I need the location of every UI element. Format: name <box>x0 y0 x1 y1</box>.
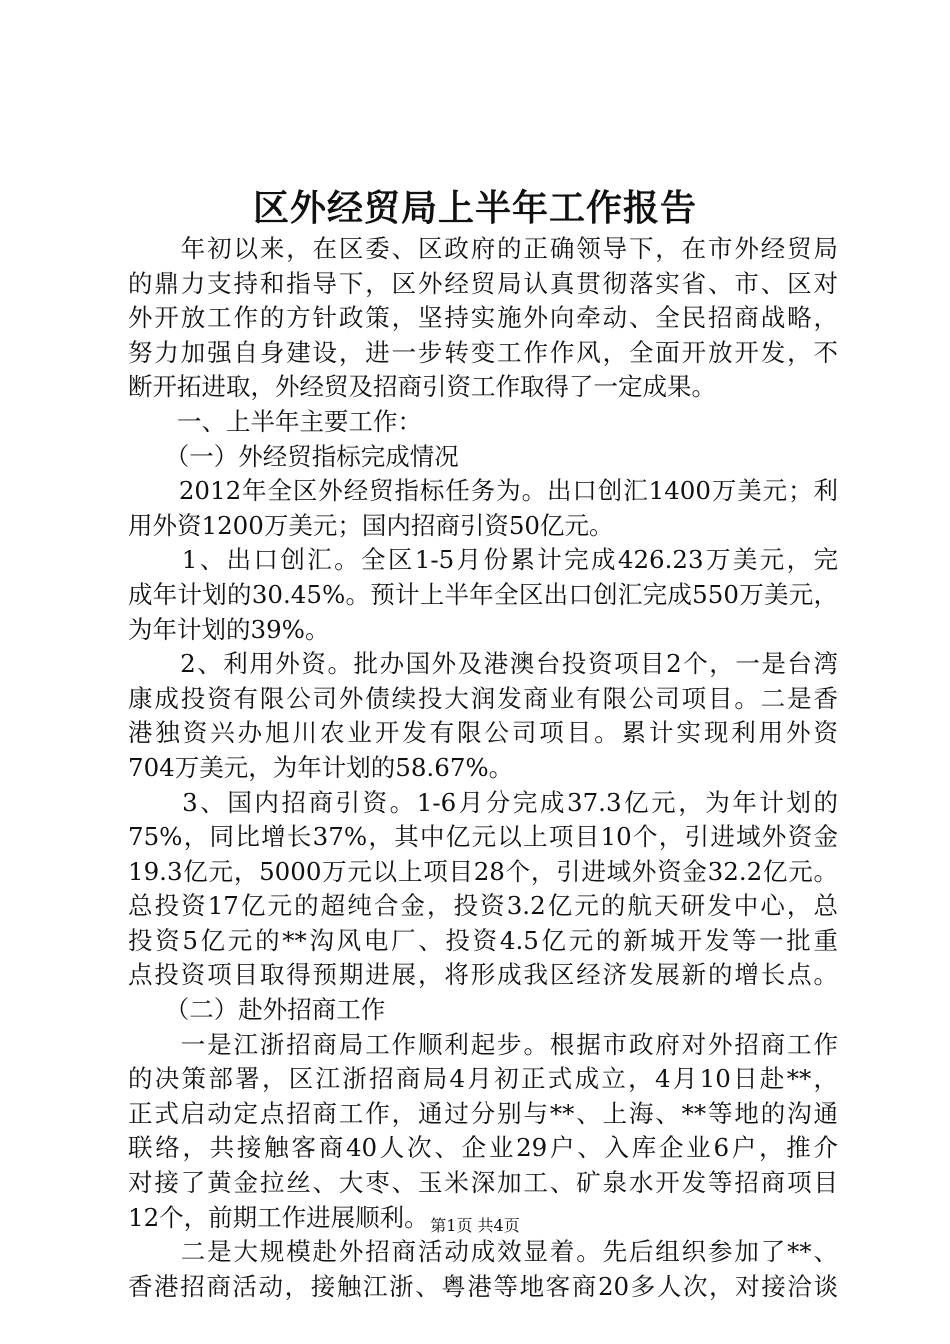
body-text-line: 19.3亿元，5000万元以上项目28个，引进域外资金32.2亿元。 <box>128 856 838 886</box>
body-text-line: 联络，共接触客商40人次、企业29户、入库企业6户，推介 <box>128 1133 838 1163</box>
body-text-line: 75%，同比增长37%，其中亿元以上项目10个，引进域外资金 <box>128 822 838 852</box>
body-text-line: 正式启动定点招商工作，通过分别与**、上海、**等地的沟通 <box>128 1098 838 1128</box>
body-text-line: 用外资1200万美元；国内招商引资50亿元。 <box>128 510 614 540</box>
body-text-line: 704万美元，为年计划的58.67%。 <box>128 752 514 782</box>
body-text-line: 点投资项目取得预期进展，将形成我区经济发展新的增长点。 <box>128 960 838 990</box>
document-body <box>128 232 838 1304</box>
body-text-line: 外开放工作的方针政策，坚持实施外向牵动、全民招商战略， <box>128 303 838 333</box>
body-text-line: 二是大规模赴外招商活动成效显着。先后组织参加了**、 <box>128 1237 838 1267</box>
page-number-footer: 第1页 共4页 <box>430 1216 520 1235</box>
body-text-line: 2、利用外资。批办国外及港澳台投资项目2个，一是台湾 <box>128 649 838 679</box>
body-text-line: 一、上半年主要工作： <box>128 406 422 436</box>
body-text-line: 总投资17亿元的超纯合金，投资3.2亿元的航天研发中心，总 <box>128 891 838 921</box>
body-text-line: 年初以来，在区委、区政府的正确领导下，在市外经贸局 <box>128 234 838 263</box>
body-text-line: 一是江浙招商局工作顺利起步。根据市政府对外招商工作 <box>128 1029 838 1059</box>
body-text-line: 2012年全区外经贸指标任务为。出口创汇1400万美元；利 <box>128 476 838 506</box>
body-text-line: 3、国内招商引资。1-6月分完成37.3亿元，为年计划的 <box>128 787 838 817</box>
body-text-line: 的决策部署，区江浙招商局4月初正式成立，4月10日赴**， <box>128 1064 838 1094</box>
body-text-line: 对接了黄金拉丝、大枣、玉米深加工、矿泉水开发等招商项目 <box>128 1168 838 1198</box>
body-text-line: （一）外经贸指标完成情况 <box>128 441 459 471</box>
body-text-line: 投资5亿元的**沟风电厂、投资4.5亿元的新城开发等一批重 <box>128 925 838 955</box>
body-text-line: 港独资兴办旭川农业开发有限公司项目。累计实现利用外资 <box>128 718 838 748</box>
body-text-line: 断开拓进取，外经贸及招商引资工作取得了一定成果。 <box>128 372 716 402</box>
body-text-line: 12个，前期工作进展顺利。 <box>128 1202 429 1232</box>
body-text-line: 康成投资有限公司外债续投大润发商业有限公司项目。二是香 <box>128 683 838 713</box>
body-text-line: 成年计划的30.45%。预计上半年全区出口创汇完成550万美元， <box>128 579 838 609</box>
body-text-line: （二）赴外招商工作 <box>128 995 386 1025</box>
body-text-line: 的鼎力支持和指导下，区外经贸局认真贯彻落实省、市、区对 <box>128 268 838 298</box>
body-text-line: 为年计划的39%。 <box>128 614 330 644</box>
body-text-line: 1、出口创汇。全区1-5月份累计完成426.23万美元，完 <box>128 545 838 575</box>
body-text-line: 努力加强自身建设，进一步转变工作作风，全面开放开发，不 <box>128 337 838 367</box>
document-title: 区外经贸局上半年工作报告 <box>252 187 697 229</box>
body-text-line: 香港招商活动，接触江浙、粤港等地客商20多人次，对接洽谈 <box>128 1271 838 1301</box>
